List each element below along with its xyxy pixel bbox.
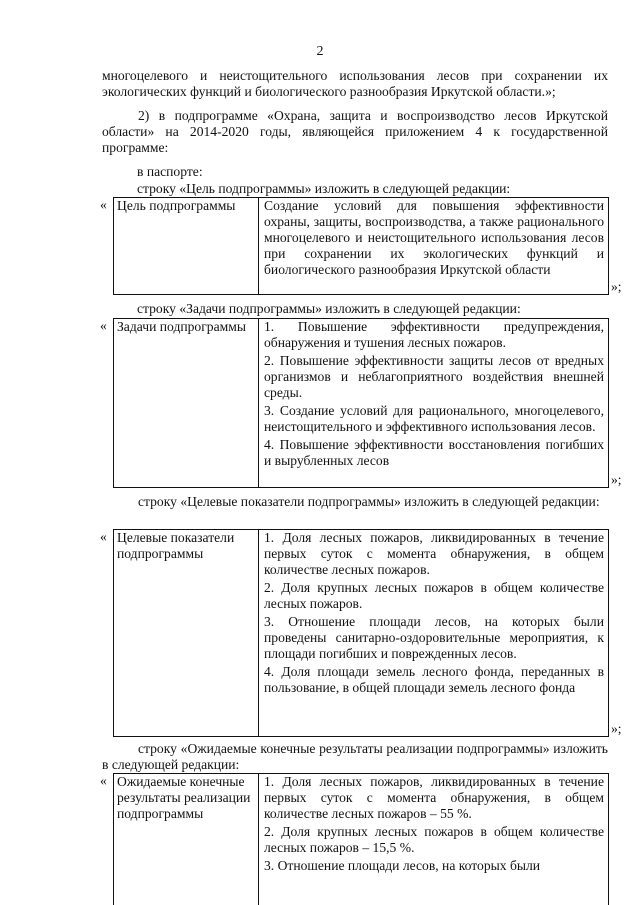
table-content-paragraph: 3. Отношение площади лесов, на которых были проведены санитарно-оздоровительные мероприятия, к площади погибших и поврежденных лесов.: [264, 614, 604, 661]
table-content-cell: [259, 198, 608, 294]
section-lead-indicators: строку «Целевые показатели подпрограммы» изложить в следующей редакции:: [138, 494, 600, 509]
section-lead-results: строку «Ожидаемые конечные результаты реализации подпрограммы» изложить в следующей редакции:: [102, 741, 608, 772]
section-lead-tasks: строку «Задачи подпрограммы» изложить в следующей редакции:: [137, 301, 521, 316]
table-content-paragraph: 3. Отношение площади лесов, на которых были: [264, 858, 541, 873]
quote-close: »;: [611, 279, 622, 294]
table-content-paragraph: Создание условий для повышения эффективности охраны, защиты, воспроизводства, а также рационального многоцелевого и неистощительного использования лесов при сохранении их экологических функций и биологического разнообразия Иркутской области: [264, 198, 604, 277]
table-label-cell: Задачи подпрограммы: [114, 319, 259, 487]
table-label-cell: Ожидаемые конечные результаты реализации подпрограммы: [114, 774, 259, 905]
table-goal: [113, 197, 609, 295]
section-row-results: [100, 773, 628, 905]
quote-close: »;: [611, 721, 622, 736]
table-content-cell: [259, 319, 608, 487]
section-row-tasks: [100, 318, 628, 488]
table-content-paragraph: 2. Доля крупных лесных пожаров в общем количестве лесных пожаров – 15,5 %.: [264, 824, 604, 855]
section-row-goal: [100, 197, 628, 295]
table-indicators: [113, 529, 609, 737]
in-passport-label: в паспорте:: [137, 164, 203, 179]
item-paragraph: 2) в подпрограмме «Охрана, защита и воспроизводство лесов Иркутской области» на 2014-2020 годы, являющейся приложением 4 к государственной программе:: [102, 108, 608, 155]
table-content-paragraph: 4. Повышение эффективности восстановления погибших и вырубленных лесов: [264, 437, 604, 468]
table-label-cell: Цель подпрограммы: [114, 198, 259, 294]
intro-paragraph: многоцелевого и неистощительного использования лесов при сохранении их экологических функций и биологического разнообразия Иркутской области.»;: [102, 68, 608, 99]
table-content-paragraph: 4. Доля площади земель лесного фонда, переданных в пользование, в общей площади земель лесного фонда: [264, 664, 604, 695]
table-content-paragraph: 1. Доля лесных пожаров, ликвидированных в течение первых суток с момента обнаружения, в общем количестве лесных пожаров – 55 %.: [264, 774, 604, 821]
table-content-paragraph: 2. Повышение эффективности защиты лесов от вредных организмов и неблагоприятного воздействия внешней среды.: [264, 353, 604, 400]
section-lead-goal: строку «Цель подпрограммы» изложить в следующей редакции:: [137, 181, 511, 196]
table-label-cell: Целевые показатели подпрограммы: [114, 530, 259, 736]
table-content-paragraph: 3. Создание условий для рационального, многоцелевого, неистощительного и эффективного использования лесов.: [264, 403, 604, 434]
quote-open: «: [100, 318, 107, 333]
quote-open: «: [100, 529, 107, 544]
section-row-indicators: [100, 529, 628, 737]
table-content-paragraph: 1. Повышение эффективности предупреждения, обнаружения и тушения лесных пожаров.: [264, 319, 604, 350]
quote-close: »;: [611, 472, 622, 487]
table-content-cell: [259, 530, 608, 736]
table-content-paragraph: 1. Доля лесных пожаров, ликвидированных в течение первых суток с момента обнаружения, в общем количестве лесных пожаров.: [264, 530, 604, 577]
quote-open: «: [100, 197, 107, 212]
table-content-paragraph: 2. Доля крупных лесных пожаров в общем количестве лесных пожаров.: [264, 580, 604, 611]
table-results: [113, 773, 609, 905]
quote-open: «: [100, 773, 107, 788]
table-tasks: [113, 318, 609, 488]
table-content-cell: [259, 774, 608, 905]
page-number: 2: [316, 44, 324, 59]
